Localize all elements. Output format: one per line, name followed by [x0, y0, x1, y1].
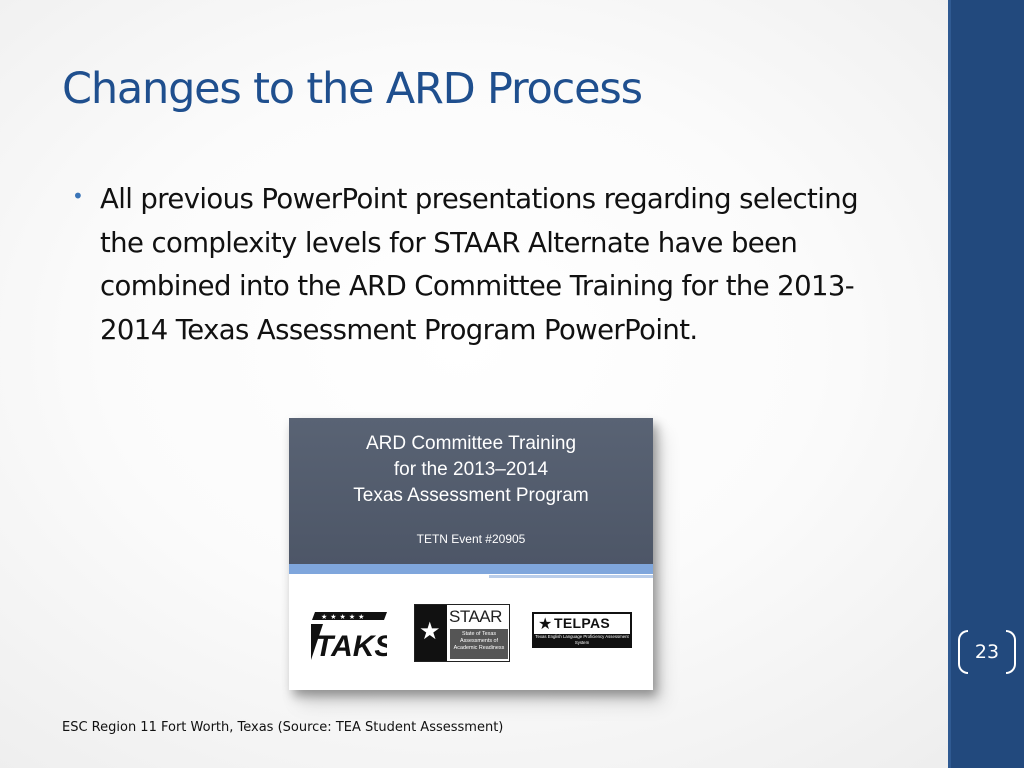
staar-star-box: [415, 605, 447, 661]
embedded-title-line1: ARD Committee Training: [365, 433, 577, 454]
embedded-accent-stripe: [289, 564, 653, 574]
bullet-dot-icon: •: [72, 184, 84, 208]
staar-logo-subtitle: State of Texas Assessments of Academic Readiness: [450, 629, 508, 659]
embedded-slide-image: [289, 418, 653, 690]
embedded-event-label: TETN Event #20905: [416, 532, 526, 546]
svg-text:★★★★★: ★★★★★: [321, 613, 368, 621]
bullet-item: All previous PowerPoint presentations regarding selecting the complexity levels for STAAR Alternate have been combined into the ARD Committee Training for the 2013-2014 Texas Assessment Program PowerPoint.: [100, 183, 858, 346]
taks-logo-text: TAKS: [315, 630, 387, 662]
bullet-list: [72, 178, 892, 352]
slide-number: 23: [974, 641, 1000, 663]
right-bar-edge: [948, 0, 951, 768]
staar-logo-text: STAAR: [449, 607, 502, 626]
staar-logo: [414, 604, 510, 662]
embedded-title-line3: Texas Assessment Program: [353, 485, 589, 506]
telpas-logo-text: TELPAS: [554, 615, 610, 631]
star-icon: ★: [538, 614, 553, 633]
telpas-logo: [532, 612, 632, 648]
telpas-logo-subtitle: Texas English Language Proficiency Assessment System: [535, 634, 629, 645]
slide-footer: ESC Region 11 Fort Worth, Texas (Source: TEA Student Assessment): [62, 720, 504, 735]
slide-title: Changes to the ARD Process: [62, 64, 642, 114]
embedded-accent-stripe-thin: [489, 575, 653, 578]
embedded-title-line2: for the 2013–2014: [393, 459, 549, 480]
slide-number-badge: [958, 630, 1016, 676]
taks-logo: [309, 610, 387, 662]
star-icon: ★: [419, 617, 441, 645]
